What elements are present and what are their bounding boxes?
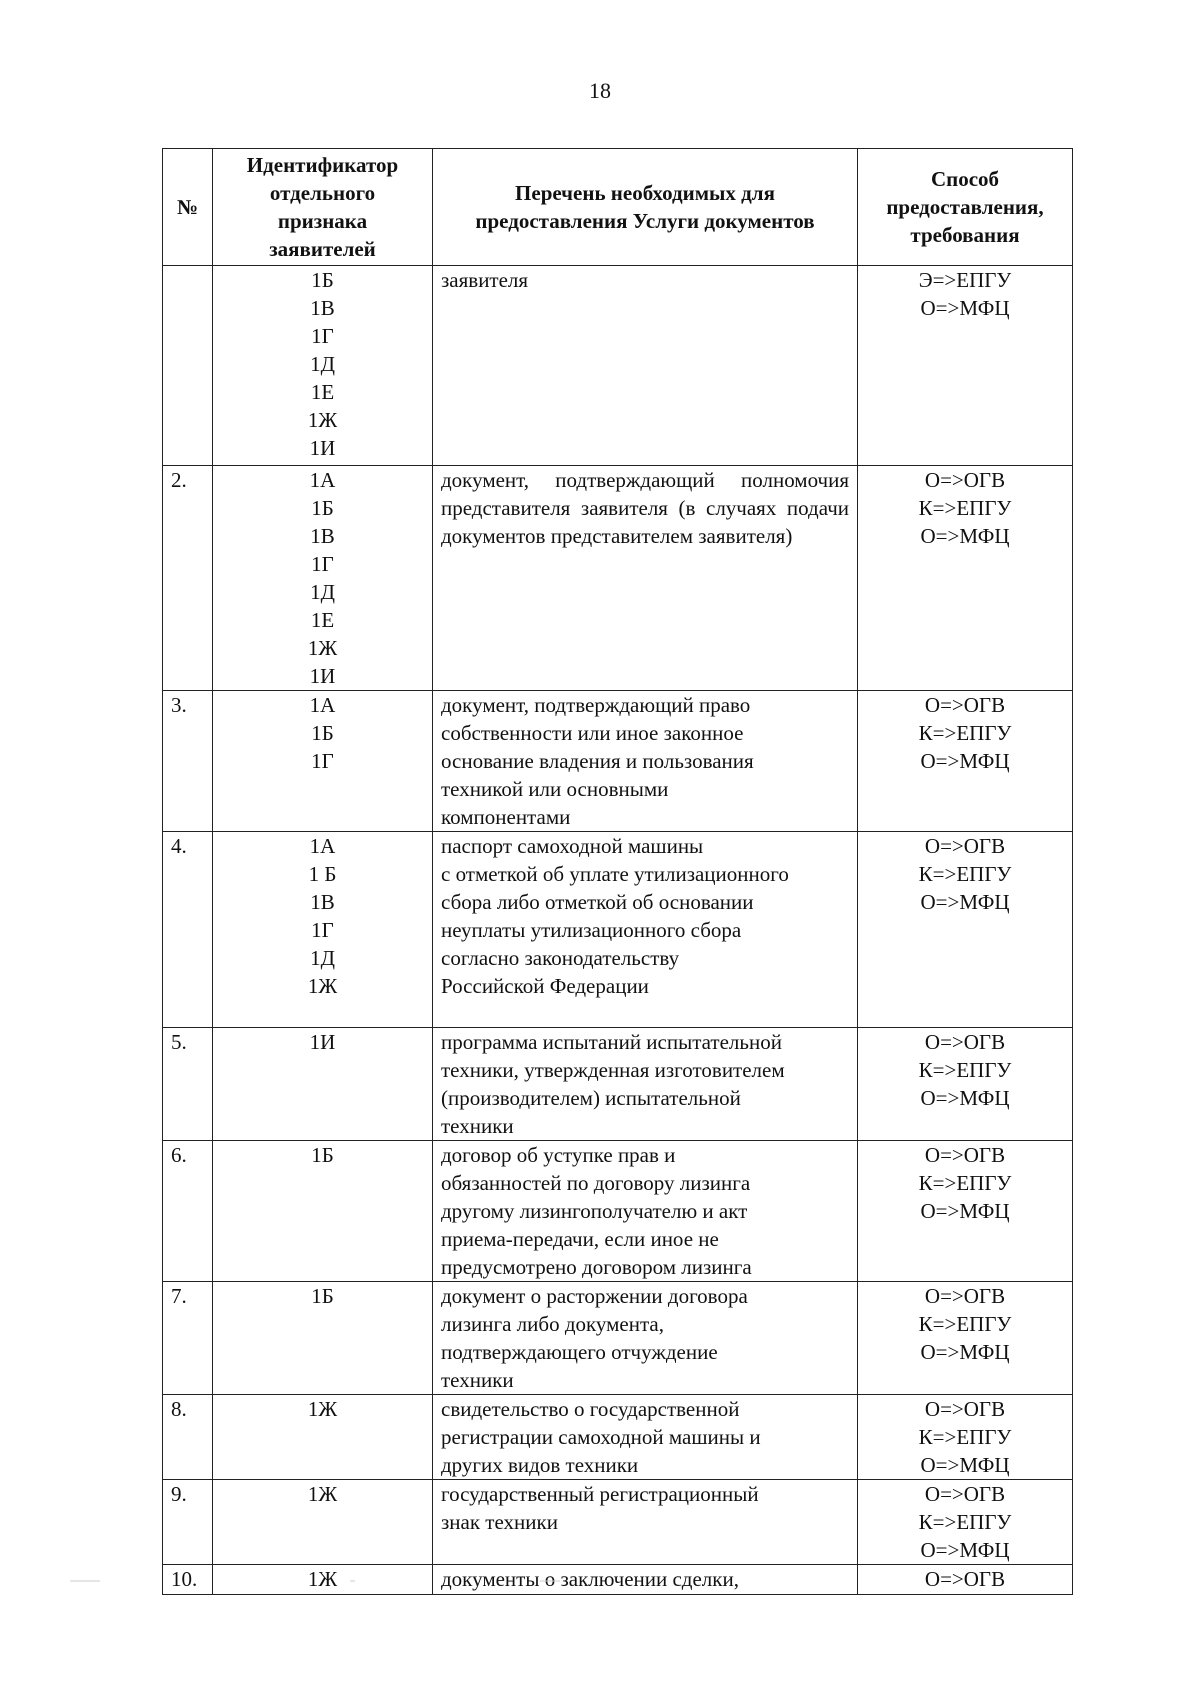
applicant-id: 1Б (311, 496, 334, 520)
applicant-id: 1В (310, 296, 335, 320)
applicant-id: 1Ж (307, 1397, 338, 1421)
description-line: собственности или иное законное (441, 721, 744, 745)
submission-method: О=>МФЦ (920, 1199, 1010, 1223)
description-line: документ, подтверждающий полномочия представителя заявителя (в случаях подачи документов представителем заявителя) (441, 468, 849, 548)
submission-method: К=>ЕПГУ (918, 1510, 1012, 1534)
description-line: сбора либо отметкой об основании (441, 890, 754, 914)
table-row (163, 266, 1073, 466)
description-line: согласно законодательству (441, 946, 680, 970)
applicant-id: 1Г (311, 749, 334, 773)
description-line: с отметкой об уплате утилизационного (441, 862, 789, 886)
applicant-id: 1Ж (307, 1482, 338, 1506)
row-number: 3. (163, 691, 213, 832)
description-line: техники, утвержденная изготовителем (441, 1058, 785, 1082)
description-line: паспорт самоходной машины (441, 834, 704, 858)
applicant-id: 1Г (311, 552, 334, 576)
document-description-cell (433, 832, 858, 1028)
applicant-id: 1В (310, 890, 335, 914)
row-number: 6. (163, 1141, 213, 1282)
document-description-cell (433, 1141, 858, 1282)
header-number: № (163, 149, 213, 266)
applicant-id: 1Д (310, 946, 335, 970)
description-line: Российской Федерации (441, 974, 649, 998)
description-line: приема-передачи, если иное не (441, 1227, 719, 1251)
submission-methods-cell (858, 466, 1073, 691)
applicant-ids-cell (213, 1480, 433, 1565)
applicant-id: 1Е (310, 380, 335, 404)
header-line: Идентификатор (246, 153, 399, 177)
header-line: предоставления Услуги документов (475, 209, 815, 233)
row-number: 9. (163, 1480, 213, 1565)
documents-table (162, 148, 1073, 1595)
submission-methods-cell (858, 1282, 1073, 1395)
submission-method: О=>МФЦ (920, 524, 1010, 548)
applicant-id: 1Д (310, 580, 335, 604)
description-line: основание владения и пользования (441, 749, 754, 773)
applicant-ids-cell (213, 466, 433, 691)
applicant-ids-cell (213, 1141, 433, 1282)
submission-method: К=>ЕПГУ (918, 721, 1012, 745)
submission-method: О=>МФЦ (920, 1086, 1010, 1110)
submission-method: О=>МФЦ (920, 1340, 1010, 1364)
description-line: техники (441, 1368, 514, 1392)
table-header-row (163, 149, 1073, 266)
submission-method: К=>ЕПГУ (918, 1171, 1012, 1195)
header-line: Перечень необходимых для (515, 181, 775, 205)
header-line: отдельного (269, 181, 376, 205)
submission-method: К=>ЕПГУ (918, 1425, 1012, 1449)
table-row (163, 1395, 1073, 1480)
description-line: документ, подтверждающий право (441, 693, 751, 717)
applicant-ids-cell (213, 1028, 433, 1141)
description-line: компонентами (441, 805, 571, 829)
submission-methods-cell (858, 266, 1073, 466)
table-row (163, 832, 1073, 1028)
submission-method: К=>ЕПГУ (918, 862, 1012, 886)
applicant-id: 1Е (310, 608, 335, 632)
description-line: документ о расторжении договора (441, 1284, 748, 1308)
submission-method: О=>ОГВ (924, 1397, 1006, 1421)
applicant-id: 1Д (310, 352, 335, 376)
table-row (163, 1282, 1073, 1395)
applicant-id: 1И (309, 1030, 336, 1054)
description-line: заявителя (441, 268, 529, 292)
submission-method: О=>МФЦ (920, 749, 1010, 773)
submission-method: О=>ОГВ (924, 1284, 1006, 1308)
applicant-id: 1В (310, 524, 335, 548)
applicant-id: 1И (309, 436, 336, 460)
document-description-cell (433, 266, 858, 466)
page-number: 18 (589, 78, 611, 103)
submission-method: К=>ЕПГУ (918, 496, 1012, 520)
description-line: свидетельство о государственной (441, 1397, 740, 1421)
document-description-cell (433, 1028, 858, 1141)
description-line: регистрации самоходной машины и (441, 1425, 761, 1449)
applicant-id: 1Г (311, 324, 334, 348)
row-number: 7. (163, 1282, 213, 1395)
applicant-id: 1А (309, 834, 336, 858)
description-line: договор об уступке прав и (441, 1143, 676, 1167)
description-line: других видов техники (441, 1453, 639, 1477)
applicant-ids-cell (213, 266, 433, 466)
submission-method: Э=>ЕПГУ (918, 268, 1012, 292)
applicant-id: 1Б (311, 1284, 334, 1308)
header-line: заявителей (269, 237, 376, 261)
description-line: предусмотрено договором лизинга (441, 1255, 752, 1279)
header-line: требования (910, 223, 1020, 247)
document-description-cell (433, 1395, 858, 1480)
table-row (163, 691, 1073, 832)
row-number (163, 266, 213, 466)
submission-method: О=>ОГВ (924, 693, 1006, 717)
applicant-id: 1А (309, 468, 336, 492)
applicant-id: 1Б (311, 1143, 334, 1167)
row-number: 5. (163, 1028, 213, 1141)
table-row (163, 466, 1073, 691)
submission-methods-cell (858, 1480, 1073, 1565)
applicant-ids-cell (213, 832, 433, 1028)
description-line: знак техники (441, 1510, 558, 1534)
description-line: другому лизингополучателю и акт (441, 1199, 748, 1223)
submission-method: О=>ОГВ (924, 468, 1006, 492)
submission-methods-cell (858, 691, 1073, 832)
submission-method: К=>ЕПГУ (918, 1058, 1012, 1082)
applicant-id: 1Ж (307, 974, 338, 998)
submission-method: О=>ОГВ (924, 1143, 1006, 1167)
document-description-cell (433, 466, 858, 691)
table-body (163, 266, 1073, 1595)
description-line: государственный регистрационный (441, 1482, 759, 1506)
submission-method: О=>МФЦ (920, 890, 1010, 914)
header-documents-list (433, 149, 858, 266)
applicant-id: 1Г (311, 918, 334, 942)
row-number: 8. (163, 1395, 213, 1480)
submission-method: О=>ОГВ (924, 1030, 1006, 1054)
applicant-id: 1Б (311, 721, 334, 745)
submission-method: О=>ОГВ (924, 1567, 1006, 1591)
applicant-id: 1Б (311, 268, 334, 292)
description-line: техники (441, 1114, 514, 1138)
submission-methods-cell (858, 1395, 1073, 1480)
description-line: программа испытаний испытательной (441, 1030, 782, 1054)
applicant-id: 1Ж (307, 636, 338, 660)
applicant-id: 1А (309, 693, 336, 717)
header-applicant-id (213, 149, 433, 266)
applicant-id: 1Ж (307, 1567, 338, 1591)
row-number: 2. (163, 466, 213, 691)
submission-method: О=>МФЦ (920, 1538, 1010, 1562)
submission-methods-cell (858, 1141, 1073, 1282)
applicant-ids-cell (213, 691, 433, 832)
scan-marks (0, 1578, 1200, 1584)
applicant-ids-cell (213, 1395, 433, 1480)
description-line: обязанностей по договору лизинга (441, 1171, 751, 1195)
submission-method: О=>ОГВ (924, 834, 1006, 858)
submission-method: О=>МФЦ (920, 1453, 1010, 1477)
description-line: неуплаты утилизационного сбора (441, 918, 742, 942)
table-row (163, 1480, 1073, 1565)
submission-methods-cell (858, 1028, 1073, 1141)
row-number: 4. (163, 832, 213, 1028)
submission-method: О=>ОГВ (924, 1482, 1006, 1506)
description-line: лизинга либо документа, (441, 1312, 664, 1336)
description-line: подтверждающего отчуждение (441, 1340, 718, 1364)
description-line: техникой или основными (441, 777, 669, 801)
submission-method: К=>ЕПГУ (918, 1312, 1012, 1336)
header-line: признака (277, 209, 368, 233)
header-line: Способ (930, 167, 1000, 191)
header-line: предоставления, (886, 195, 1044, 219)
applicant-id: 1И (309, 664, 336, 688)
row-number: 10. (163, 1565, 213, 1595)
table-row (163, 1028, 1073, 1141)
applicant-ids-cell (213, 1282, 433, 1395)
document-description-cell (433, 1480, 858, 1565)
submission-method: О=>МФЦ (920, 296, 1010, 320)
document-description-cell (433, 1282, 858, 1395)
header-method (858, 149, 1073, 266)
document-description-cell (433, 691, 858, 832)
applicant-id: 1Ж (307, 408, 338, 432)
submission-methods-cell (858, 832, 1073, 1028)
applicant-id: 1 Б (308, 862, 337, 886)
description-line: документы о заключении сделки, (441, 1567, 739, 1591)
description-line: (производителем) испытательной (441, 1086, 741, 1110)
table-row (163, 1141, 1073, 1282)
